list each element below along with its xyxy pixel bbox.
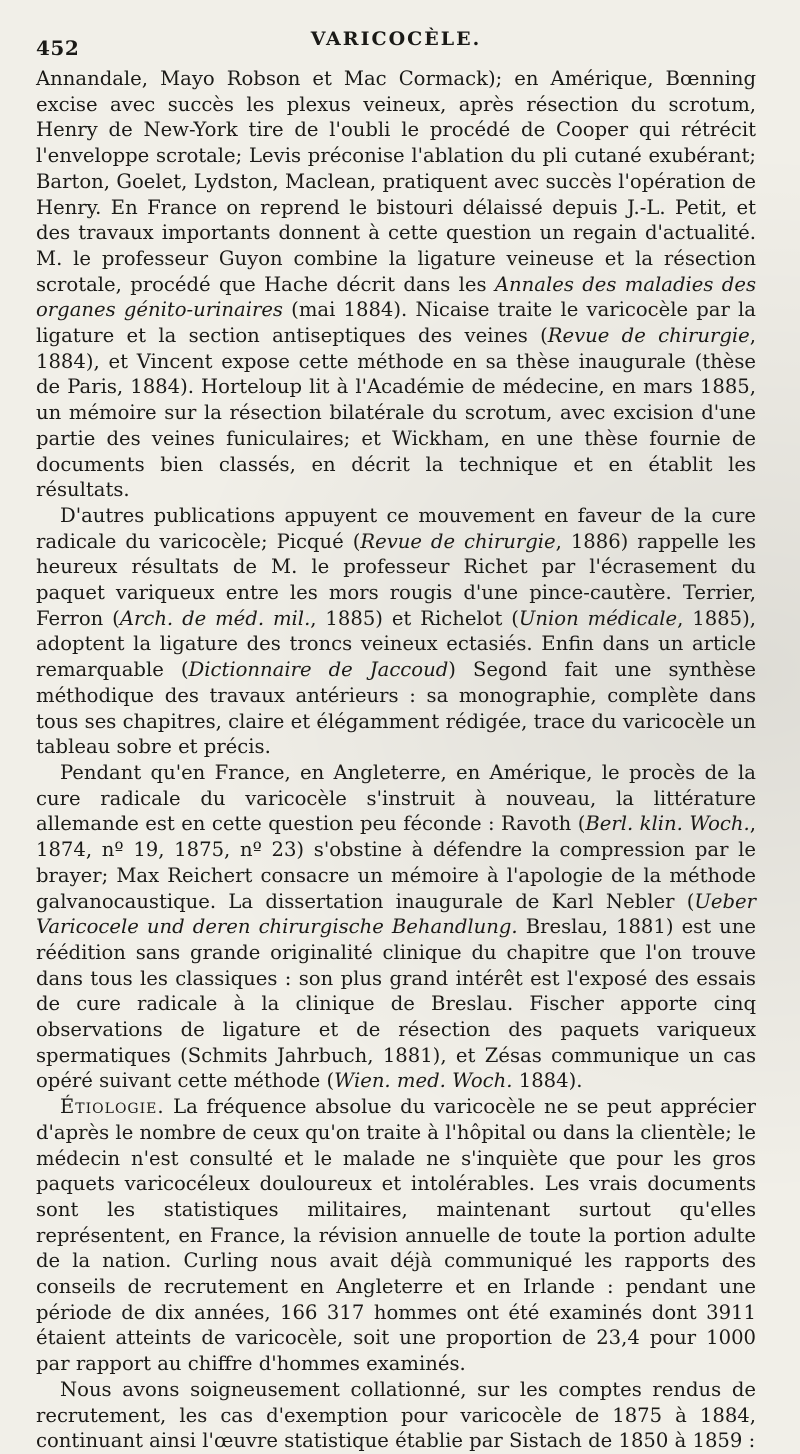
- text-run: ) Segond fait une synthèse méthodique des travaux antérieurs : sa monographie, complète dans tous ses chapitres, claire et élégamment rédigée, trace du varicocèle un tableau sobre et précis.: [36, 658, 756, 759]
- italic-citation: Union médicale: [518, 606, 678, 630]
- italic-citation: Revue de chirurgie: [547, 324, 750, 348]
- text-run: , 1885) et Richelot (: [310, 606, 519, 630]
- paragraph-other-publications: [36, 503, 756, 760]
- text-run: , 1884), et Vincent expose cette méthode en sa thèse inaugurale (thèse de Paris, 1884). Horteloup lit à l'Académie de médecine, en mars 1885, un mémoire sur la résection bilatérale du scrotum, avec excision d'une partie des veines funiculaires; et Wickham, en une thèse fournie de documents bien classés, en décrit la technique et en établit les résultats.: [36, 324, 756, 502]
- paragraph-history-continued: [36, 66, 756, 503]
- italic-citation: Berl. klin. Woch.: [585, 812, 750, 836]
- text-run: , 1885), adoptent la ligature des troncs veineux ectasiés. Enfin dans un article remarquable (: [36, 606, 756, 682]
- text-run: D'autres publications appuyent ce mouvement en faveur de la cure radicale du varicocèle; Picqué (: [36, 503, 756, 553]
- body-text: [36, 66, 756, 1454]
- section-heading-etiology: Étiologie.: [60, 1095, 165, 1119]
- text-run: La fréquence absolue du varicocèle ne se peut apprécier d'après le nombre de ceux qu'on traite à l'hôpital ou dans la clientèle; le médecin n'est consulté et le malade ne s'inquiète que pour les gros paquets varicocéleux douloureux et intolérables. Les vrais documents sont les statistiques militaires, maintenant surtout qu'elles représentent, en France, la révision annuelle de toute la portion adulte de la nation. Curling nous avait déjà communiqué les rapports des conseils de recrutement en Angleterre et en Irlande : pendant une période de dix années, 166 317 hommes ont été examinés dont 3911 étaient atteints de varicocèle, soit une proportion de 23,4 pour 1000 par rapport au chiffre d'hommes examinés.: [36, 1095, 756, 1376]
- text-run: Pendant qu'en France, en Angleterre, en Amérique, le procès de la cure radicale du varicocèle s'instruit à nouveau, la littérature allemande est en cette question peu féconde : Ravoth (: [36, 760, 756, 836]
- paragraph-statistics-intro: [36, 1377, 756, 1454]
- italic-citation: Ueber Varicocele und deren chirurgische Behandlung.: [36, 889, 756, 939]
- running-title: VARICOCÈLE.: [310, 28, 482, 50]
- paragraph-german-literature: [36, 760, 756, 1094]
- text-run: 1884).: [512, 1069, 583, 1093]
- italic-citation: Revue de chirurgie: [360, 529, 556, 553]
- italic-citation: Dictionnaire de Jaccoud: [188, 658, 449, 682]
- text-run: Annandale, Mayo Robson et Mac Cormack); en Amérique, Bœnning excise avec succès les plexus veineux, après résection du scrotum, Henry de New-York tire de l'oubli le procédé de Cooper qui rétrécit l'enveloppe scrotale; Levis préconise l'ablation du pli cutané exubérant; Barton, Goelet, Lydston, Maclean, pratiquent avec succès l'opération de Henry. En France on reprend le bistouri délaissé depuis J.-L. Petit, et des travaux importants donnent à cette question un regain d'actualité. M. le professeur Guyon combine la ligature veineuse et la résection scrotale, procédé que Hache décrit dans les: [36, 67, 756, 296]
- running-head: [36, 24, 756, 66]
- text-run: , 1886) rappelle les heureux résultats de M. le professeur Richet par l'écrasement du paquet variqueux entre les mors rougis d'une pince-cautère. Terrier, Ferron (: [36, 529, 756, 630]
- text-run: , 1874, nº 19, 1875, nº 23) s'obstine à défendre la compression par le brayer; Max Reichert consacre un mémoire à l'apologie de la méthode galvanocaustique. La dissertation inaugurale de Karl Nebler (: [36, 812, 756, 913]
- italic-citation: Wien. med. Woch.: [334, 1069, 513, 1093]
- page-number: 452: [36, 36, 80, 60]
- text-run: Nous avons soigneusement collationné, sur les comptes rendus de recrutement, les cas d'exemption pour varicocèle de 1875 à 1884, continuant ainsi l'œuvre statistique établie par Sistach de 1850 à 1859 :: [36, 1377, 756, 1453]
- text-run: (mai 1884). Nicaise traite le varicocèle par la ligature et la section antiseptiques des veines (: [36, 298, 756, 348]
- text-run: Breslau, 1881) est une réédition sans grande originalité clinique du chapitre que l'on trouve dans tous les classiques : son plus grand intérêt est l'exposé des essais de cure radicale à la clinique de Breslau. Fischer apporte cinq observations de ligature et de résection des paquets variqueux spermatiques (Schmits Jahrbuch, 1881), et Zésas communique un cas opéré suivant cette méthode (: [36, 915, 756, 1093]
- italic-citation: Annales des maladies des organes génito-urinaires: [36, 272, 756, 322]
- paragraph-etiology: [36, 1094, 756, 1377]
- italic-citation: Arch. de méd. mil.: [119, 606, 311, 630]
